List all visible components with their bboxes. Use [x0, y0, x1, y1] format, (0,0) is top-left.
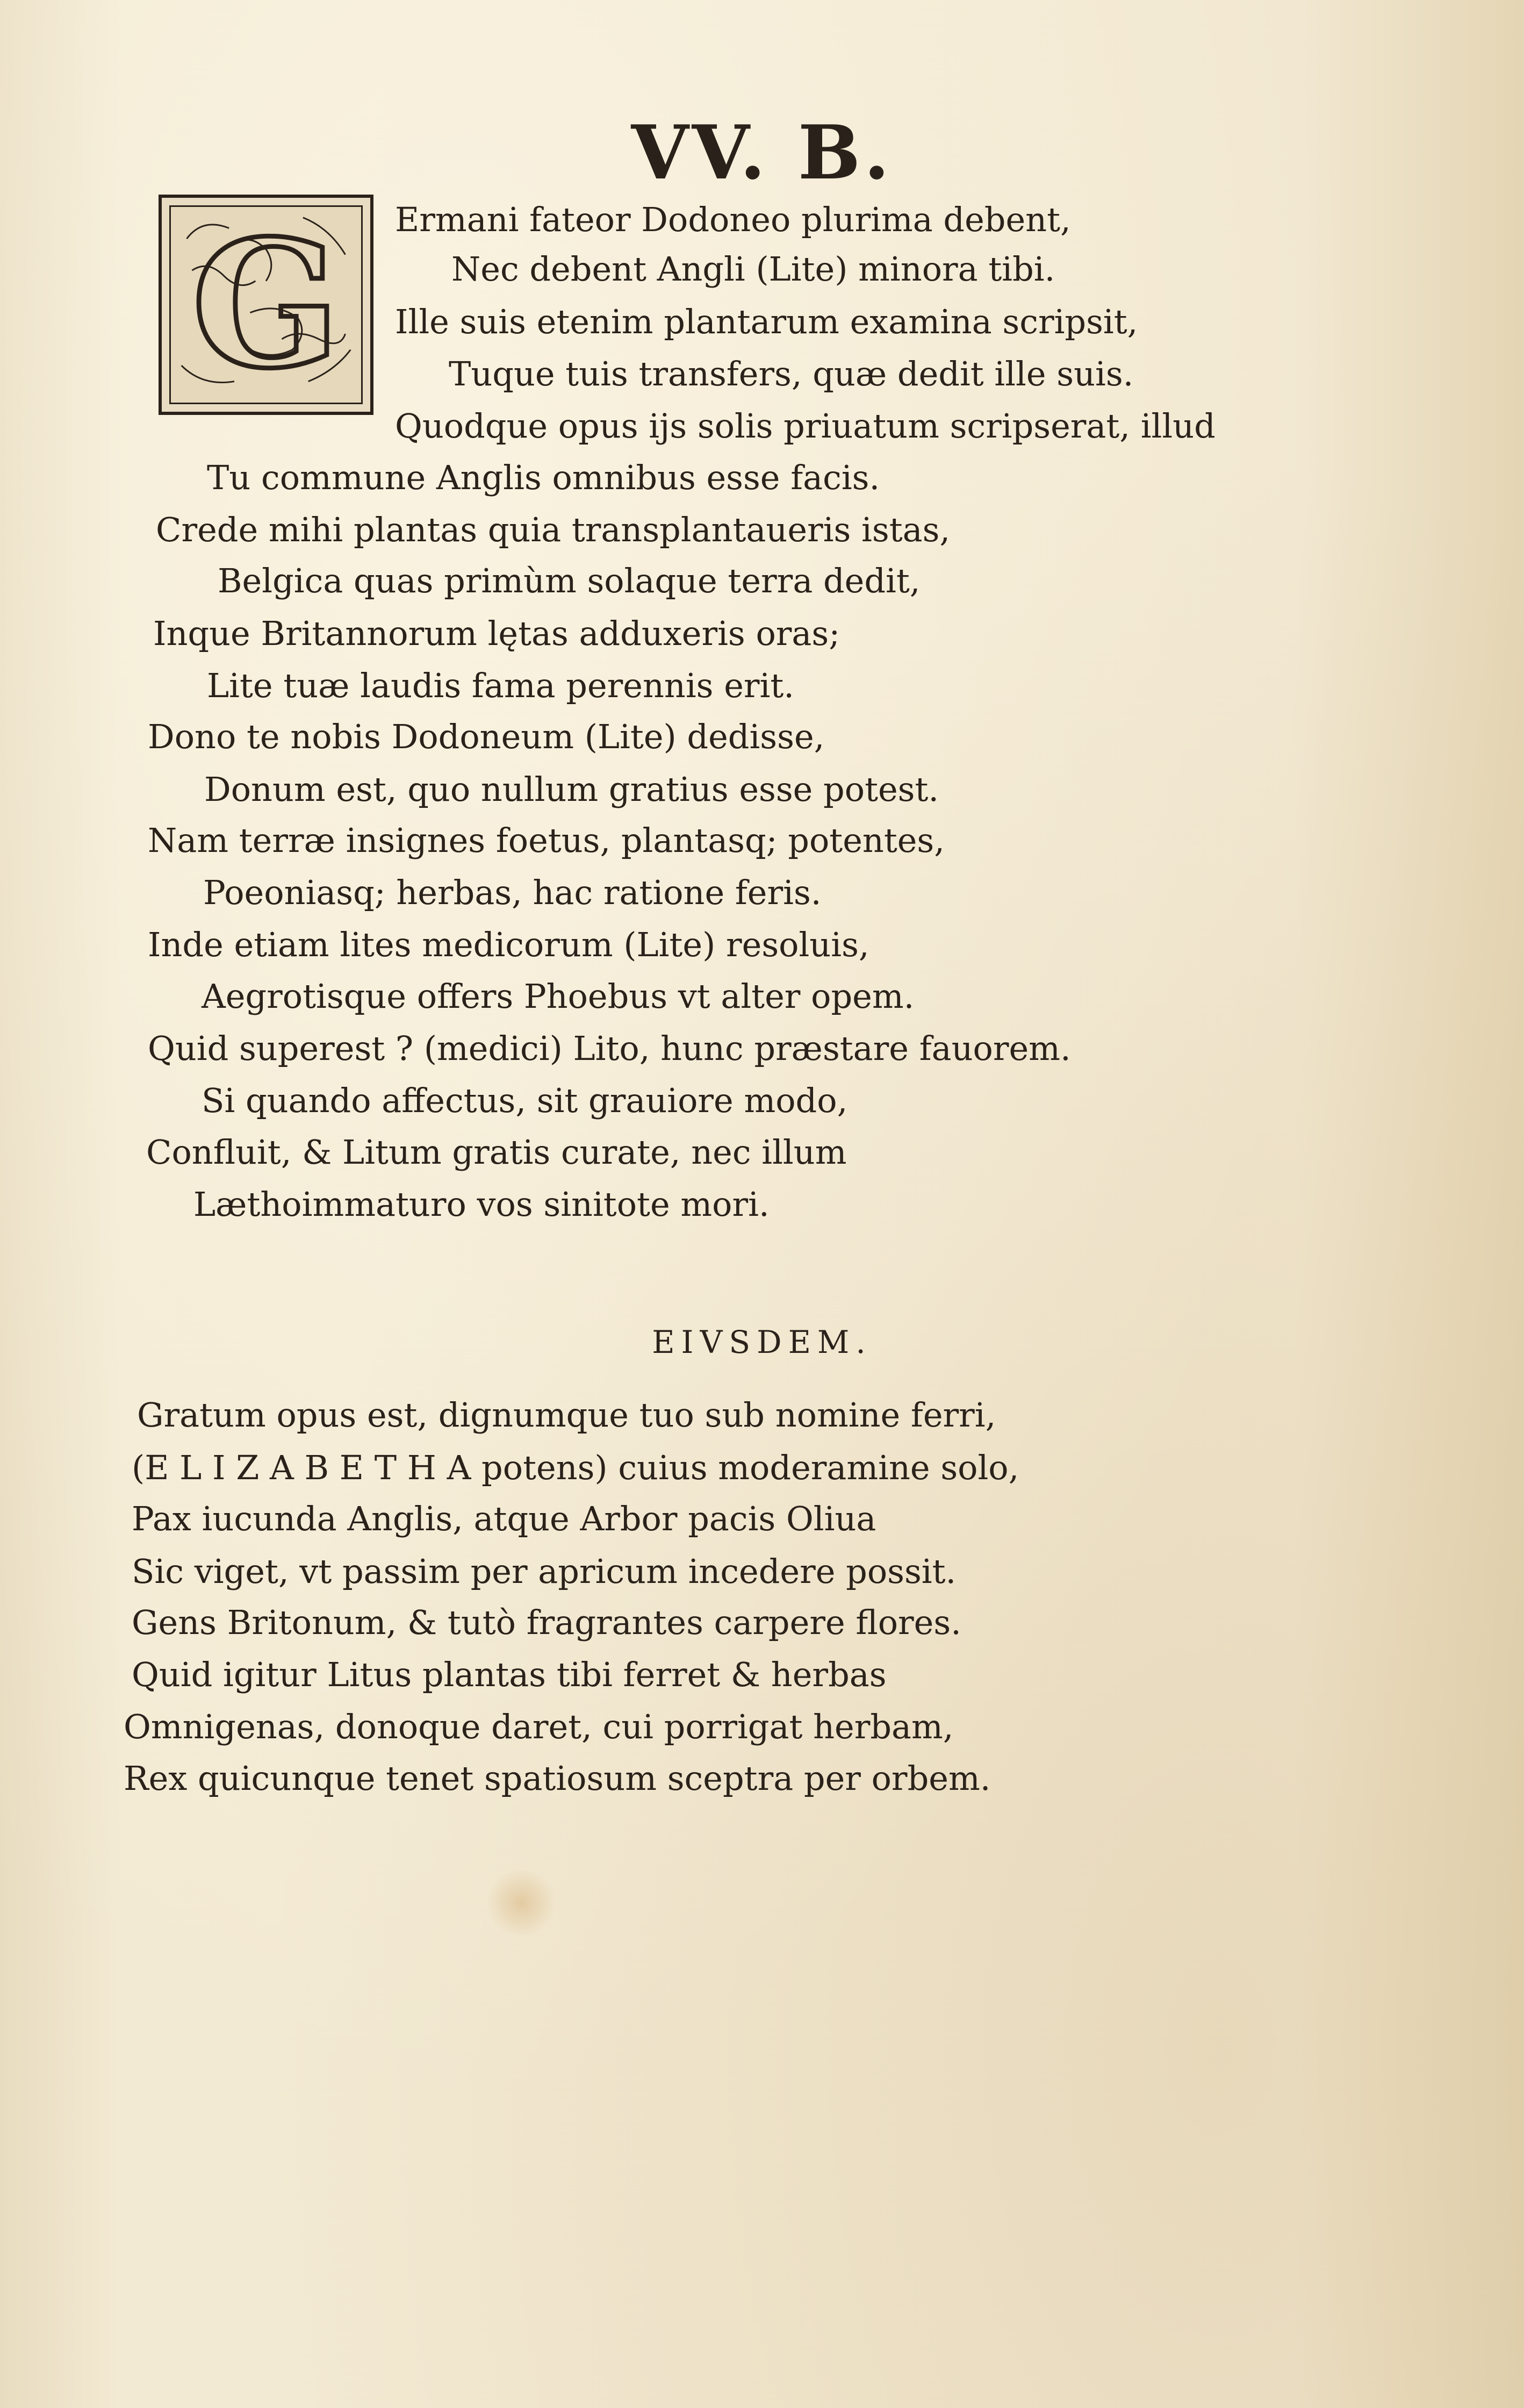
poem-line: Gens Britonum, & tutò fragrantes carpere flores. — [132, 1603, 961, 1642]
poem-line: Rex quicunque tenet spatiosum sceptra per orbem. — [124, 1759, 991, 1798]
poem-line: Dono te nobis Dodoneum (Lite) dedisse, — [148, 717, 825, 756]
poem-line: Ille suis etenim plantarum examina scripsit, — [395, 302, 1138, 341]
poem-line: Si quando affectus, sit grauiore modo, — [202, 1081, 848, 1120]
poem-line: Inde etiam lites medicorum (Lite) resoluis, — [148, 925, 869, 964]
poem-line: Poeoniasq; herbas, hac ratione feris. — [203, 873, 822, 912]
poem-line: Nec debent Angli (Lite) minora tibi. — [451, 249, 1055, 289]
poem-line: Tu commune Anglis omnibus esse facis. — [207, 458, 880, 497]
poem-line: Quid superest ? (medici) Lito, hunc præstare fauorem. — [148, 1029, 1071, 1068]
poem-line: Omnigenas, donoque daret, cui porrigat herbam, — [124, 1707, 954, 1746]
poem-line: Sic viget, vt passim per apricum incedere possit. — [132, 1552, 957, 1591]
poem-line: Pax iucunda Anglis, atque Arbor pacis Oliua — [132, 1499, 876, 1538]
poem-line: (E L I Z A B E T H A potens) cuius moderamine solo, — [132, 1448, 1019, 1487]
poem-line: Tuque tuis transfers, quæ dedit ille suis. — [449, 354, 1134, 393]
page-heading: VV. B. — [631, 109, 893, 196]
poem-line: Aegrotisque offers Phoebus vt alter opem. — [202, 977, 915, 1016]
poem-line: Nam terræ insignes foetus, plantasq; potentes, — [148, 821, 945, 860]
poem-line: Quid igitur Litus plantas tibi ferret & herbas — [132, 1655, 887, 1694]
poem-line: Ermani fateor Dodoneo plurima debent, — [395, 200, 1071, 239]
poem-line: Crede mihi plantas quia transplantaueris istas, — [156, 510, 951, 549]
dedication-title: EIVSDEM. — [652, 1324, 872, 1360]
poem-line: Confluit, & Litum gratis curate, nec illum — [146, 1133, 847, 1172]
poem-line: Lite tuæ laudis fama perennis erit. — [207, 666, 794, 705]
poem-line: Læthoimmaturo vos sinitote mori. — [193, 1185, 770, 1224]
poem-line: Gratum opus est, dignumque tuo sub nomine ferri, — [137, 1395, 996, 1435]
svg-text:G: G — [191, 207, 341, 403]
poem-line: Quodque opus ijs solis priuatum scripserat, illud — [395, 406, 1216, 446]
poem-line: Belgica quas primùm solaque terra dedit, — [218, 561, 921, 600]
poem-line: Inque Britannorum lętas adduxeris oras; — [153, 614, 840, 653]
poem-line: Donum est, quo nullum gratius esse potest. — [204, 770, 939, 809]
